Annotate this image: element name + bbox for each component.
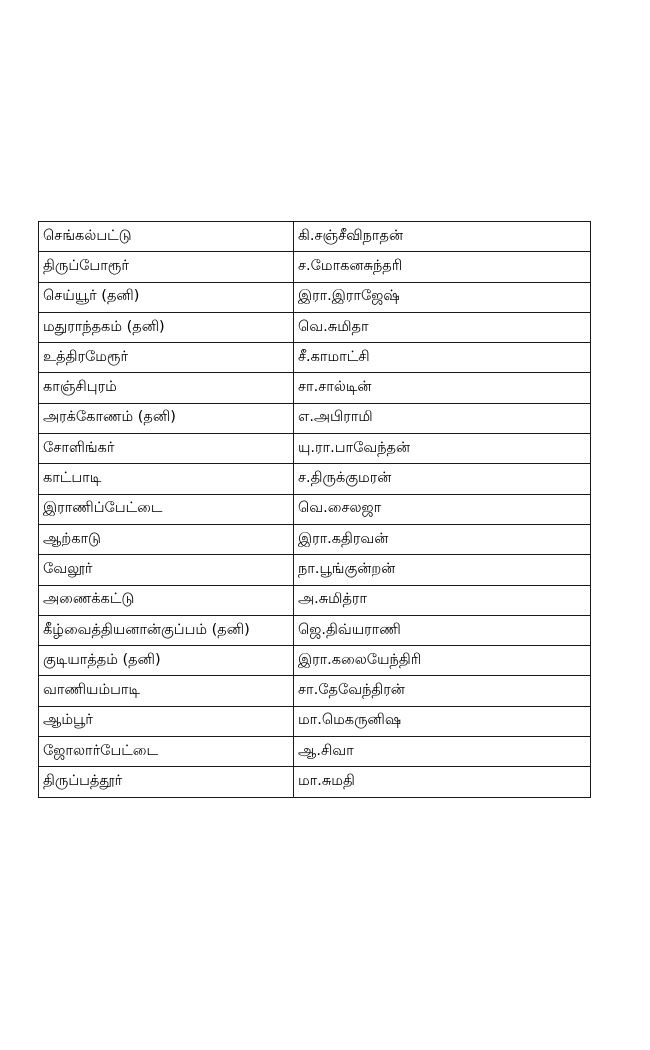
table-row — [39, 222, 591, 252]
table-row — [39, 524, 591, 554]
candidate-cell: இரா.கதிரவன் — [294, 524, 591, 554]
constituency-cell: குடியாத்தம் (தனி) — [39, 646, 294, 676]
candidate-table — [38, 221, 591, 798]
table-row — [39, 282, 591, 312]
constituency-cell: அணைக்கட்டு — [39, 585, 294, 615]
table-row — [39, 434, 591, 464]
candidate-cell: அ.சுமித்ரா — [294, 585, 591, 615]
table-row — [39, 252, 591, 282]
constituency-cell: சோளிங்கர் — [39, 434, 294, 464]
candidate-cell: மா.மெகருனிஷ — [294, 706, 591, 736]
constituency-cell: காஞ்சிபுரம் — [39, 373, 294, 403]
candidate-cell: சா.தேவேந்திரன் — [294, 676, 591, 706]
table-row — [39, 464, 591, 494]
candidate-cell: இரா.கலையேந்திரி — [294, 646, 591, 676]
table-row — [39, 494, 591, 524]
table-row — [39, 585, 591, 615]
constituency-cell: உத்திரமேரூர் — [39, 343, 294, 373]
table-row — [39, 403, 591, 433]
constituency-cell: ஜோலார்பேட்டை — [39, 737, 294, 767]
table-row — [39, 373, 591, 403]
constituency-cell: செங்கல்பட்டு — [39, 222, 294, 252]
candidate-cell: வெ.சைலஜா — [294, 494, 591, 524]
table-row — [39, 706, 591, 736]
candidate-cell: மா.சுமதி — [294, 767, 591, 797]
candidate-cell: நா.பூங்குன்றன் — [294, 555, 591, 585]
candidate-cell: ச.மோகனசுந்தரி — [294, 252, 591, 282]
constituency-cell: வேலூர் — [39, 555, 294, 585]
candidate-cell: சீ.காமாட்சி — [294, 343, 591, 373]
table-row — [39, 676, 591, 706]
table-row — [39, 767, 591, 797]
candidate-cell: ச.திருக்குமரன் — [294, 464, 591, 494]
candidate-cell: ஜெ.திவ்யராணி — [294, 615, 591, 645]
constituency-cell: ஆம்பூர் — [39, 706, 294, 736]
candidate-cell: இரா.இராஜேஷ் — [294, 282, 591, 312]
constituency-cell: ஆற்காடு — [39, 524, 294, 554]
constituency-cell: செய்யூர் (தனி) — [39, 282, 294, 312]
candidate-cell: எ.அபிராமி — [294, 403, 591, 433]
constituency-cell: திருப்போரூர் — [39, 252, 294, 282]
table-row — [39, 615, 591, 645]
constituency-cell: இராணிப்பேட்டை — [39, 494, 294, 524]
candidate-cell: வெ.சுமிதா — [294, 312, 591, 342]
table-row — [39, 646, 591, 676]
candidate-cell: ஆ.சிவா — [294, 737, 591, 767]
constituency-cell: கீழ்வைத்தியனான்குப்பம் (தனி) — [39, 615, 294, 645]
table-row — [39, 737, 591, 767]
constituency-cell: காட்பாடி — [39, 464, 294, 494]
constituency-cell: மதுராந்தகம் (தனி) — [39, 312, 294, 342]
table-row — [39, 312, 591, 342]
candidate-cell: சா.சால்டின் — [294, 373, 591, 403]
table-row — [39, 555, 591, 585]
constituency-cell: வாணியம்பாடி — [39, 676, 294, 706]
candidate-cell: கி.சஞ்சீவிநாதன் — [294, 222, 591, 252]
constituency-cell: அரக்கோணம் (தனி) — [39, 403, 294, 433]
candidate-table-body — [39, 222, 591, 798]
table-row — [39, 343, 591, 373]
constituency-cell: திருப்பத்தூர் — [39, 767, 294, 797]
candidate-cell: யு.ரா.பாவேந்தன் — [294, 434, 591, 464]
